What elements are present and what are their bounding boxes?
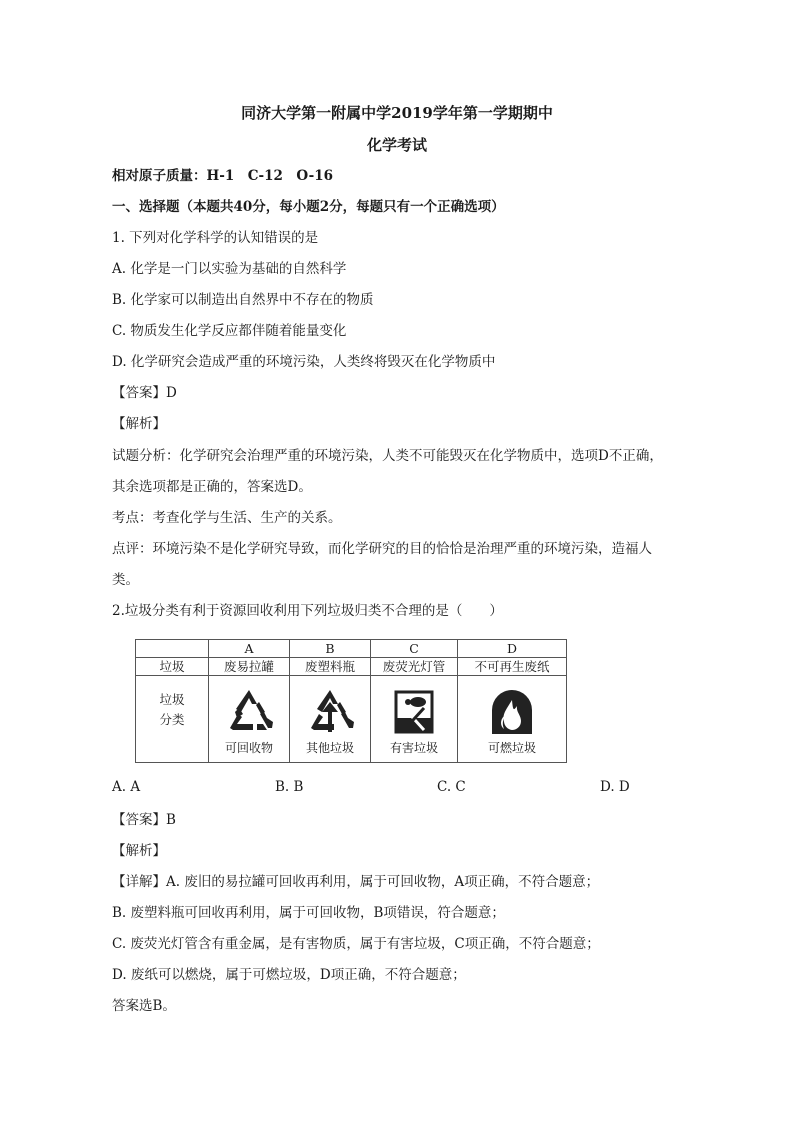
table-header-cell: C bbox=[371, 640, 458, 658]
table-header-cell: A bbox=[209, 640, 290, 658]
atomic-mass-line: 相对原子质量：H-1 C-12 O-16 bbox=[112, 168, 334, 184]
table-header-row bbox=[136, 640, 567, 658]
exam-subtitle: 化学考试 bbox=[366, 136, 427, 154]
q1-option-c: C. 物质发生化学反应都伴随着能量变化 bbox=[112, 323, 347, 339]
table-cell-label: 可燃垃圾 bbox=[487, 741, 536, 755]
q1-option-b: B. 化学家可以制造出自然界中不存在的物质 bbox=[112, 292, 374, 308]
q1-analysis-line2: 其余选项都是正确的，答案选D。 bbox=[112, 479, 312, 495]
q2-option-c: C. C bbox=[437, 779, 466, 795]
table-cell: 废荧光灯管 bbox=[371, 658, 458, 676]
q2-detail-a: 【详解】A. 废旧的易拉罐可回收再利用，属于可回收物，A项正确，不符合题意； bbox=[112, 874, 600, 890]
q2-option-a: A. A bbox=[112, 779, 141, 795]
exam-title: 同济大学第一附属中学2019学年第一学期期中 bbox=[241, 104, 553, 122]
q2-option-b: B. B bbox=[275, 779, 304, 795]
table-row bbox=[136, 676, 567, 763]
q2-conclusion: 答案选B。 bbox=[112, 998, 176, 1014]
table-row bbox=[136, 658, 567, 676]
q1-dianping-line1: 点评：环境污染不是化学研究导致，而化学研究的目的恰恰是治理严重的环境污染，造福人 bbox=[112, 541, 652, 557]
table-cell bbox=[458, 676, 567, 763]
table-cell-label: 其他垃圾 bbox=[305, 741, 354, 755]
table-cell bbox=[290, 676, 371, 763]
table-cell bbox=[209, 676, 290, 763]
recycle-icon bbox=[223, 686, 275, 738]
waste-classification-table bbox=[135, 639, 567, 763]
q2-analysis-heading: 【解析】 bbox=[112, 843, 166, 859]
q2-option-d: D. D bbox=[600, 779, 630, 795]
q1-kaodian: 考点：考查化学与生活、生产的关系。 bbox=[112, 510, 342, 526]
q1-dianping-line2: 类。 bbox=[112, 572, 139, 588]
table-header-cell: D bbox=[458, 640, 567, 658]
q1-option-d: D. 化学研究会造成严重的环境污染，人类终将毁灭在化学物质中 bbox=[112, 354, 496, 370]
q2-stem: 2.垃圾分类有利于资源回收利用下列垃圾归类不合理的是（ ） bbox=[112, 603, 503, 619]
table-row-label bbox=[136, 676, 209, 763]
q1-analysis-heading: 【解析】 bbox=[112, 416, 166, 432]
q2-detail-c: C. 废荧光灯管含有重金属，是有害物质，属于有害垃圾，C项正确，不符合题意； bbox=[112, 936, 600, 952]
q1-answer: 【答案】D bbox=[112, 385, 177, 401]
q1-option-a: A. 化学是一门以实验为基础的自然科学 bbox=[112, 261, 347, 277]
table-cell bbox=[371, 676, 458, 763]
q1-stem: 1. 下列对化学科学的认知错误的是 bbox=[112, 230, 319, 246]
table-row-label: 垃圾 bbox=[136, 658, 209, 676]
q2-options bbox=[0, 779, 794, 799]
table-row-label-text: 垃圾分类 bbox=[159, 692, 185, 727]
table-header-cell: B bbox=[290, 640, 371, 658]
q1-analysis-line1: 试题分析：化学研究会治理严重的环境污染，人类不可能毁灭在化学物质中，选项D不正确， bbox=[112, 448, 663, 464]
table-cell: 不可再生废纸 bbox=[458, 658, 567, 676]
table-cell-label: 可回收物 bbox=[224, 741, 273, 755]
table-cell: 废易拉罐 bbox=[209, 658, 290, 676]
table-cell: 废塑料瓶 bbox=[290, 658, 371, 676]
section-heading: 一、选择题（本题共40分，每小题2分，每题只有一个正确选项） bbox=[112, 199, 505, 215]
hazard-icon bbox=[388, 686, 440, 738]
flame-icon bbox=[486, 686, 538, 738]
q2-detail-b: B. 废塑料瓶可回收再利用，属于可回收物，B项错误，符合题意； bbox=[112, 905, 505, 921]
table-cell-label: 有害垃圾 bbox=[389, 741, 438, 755]
recycle-icon bbox=[304, 686, 356, 738]
q2-detail-d: D. 废纸可以燃烧，属于可燃垃圾，D项正确，不符合题意； bbox=[112, 967, 466, 983]
q2-answer: 【答案】B bbox=[112, 812, 176, 828]
table-header-cell bbox=[136, 640, 209, 658]
